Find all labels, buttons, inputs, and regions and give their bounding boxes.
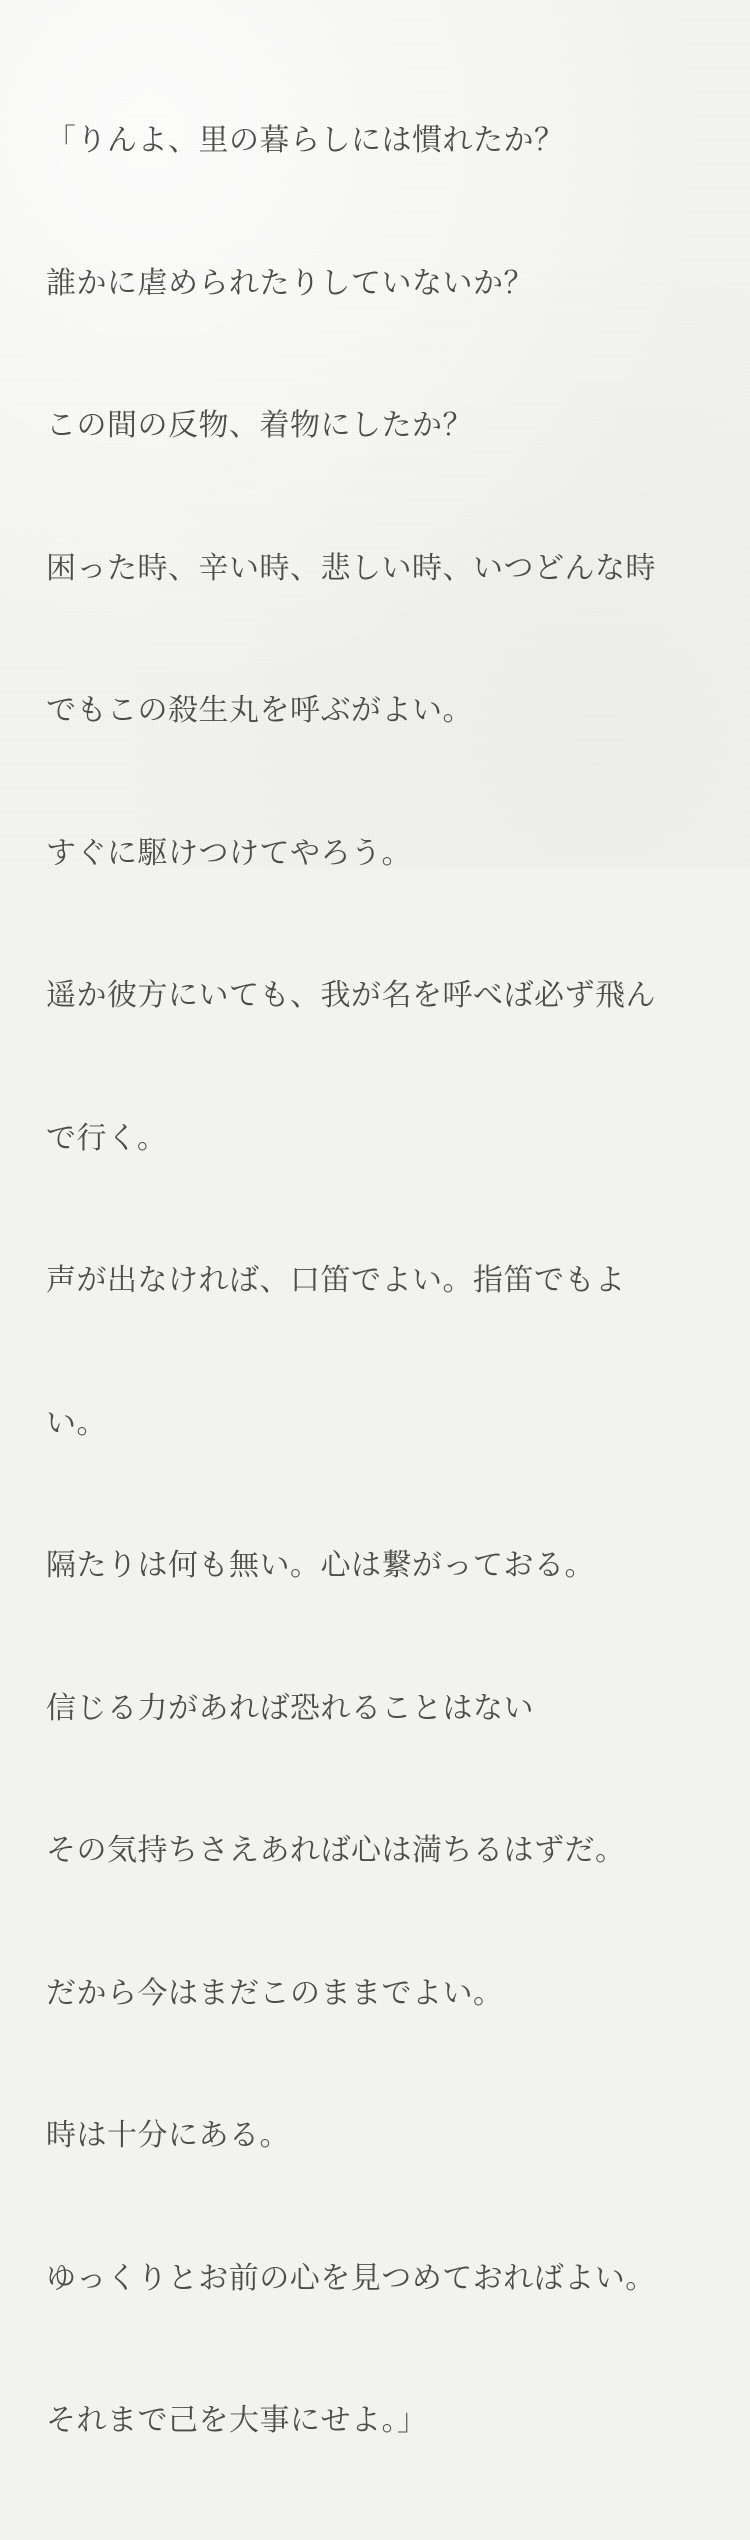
text-line: 隔たりは何も無い。心は繋がっておる。	[46, 1549, 595, 1582]
text-line: ゆっくりとお前の心を見つめておればよい。	[46, 2261, 656, 2295]
document-text	[46, 22, 710, 2540]
text-line: 声が出なければ、口笛でよい。指笛でもよ	[46, 1264, 626, 1297]
text-line: 信じる力があれば恐れることはない	[46, 1691, 534, 1725]
text-line: 「りんよ、里の暮らしには慣れたか？	[46, 124, 565, 157]
text-line: その気持ちさえあれば心は満ちるはずだ。	[46, 1834, 626, 1867]
text-line: この間の反物、着物にしたか？	[46, 409, 473, 442]
text-line: すぐに駆けつけてやろう。	[46, 836, 412, 870]
text-line: 時は十分にある。	[46, 2119, 290, 2152]
text-line: 誰かに虐められたりしていないか？	[46, 266, 534, 300]
text-line: だから今はまだこのままでよい。	[46, 1976, 504, 2010]
text-line: でもこの殺生丸を呼ぶがよい。	[46, 694, 473, 727]
text-line: それまで己を大事にせよ。」	[46, 2404, 428, 2437]
text-line: で行く。	[46, 1121, 168, 1155]
text-line: 困った時、辛い時、悲しい時、いつどんな時	[46, 551, 656, 585]
text-line: い。	[46, 1406, 107, 1440]
text-line: 遥か彼方にいても、我が名を呼べば必ず飛ん	[46, 979, 656, 1012]
